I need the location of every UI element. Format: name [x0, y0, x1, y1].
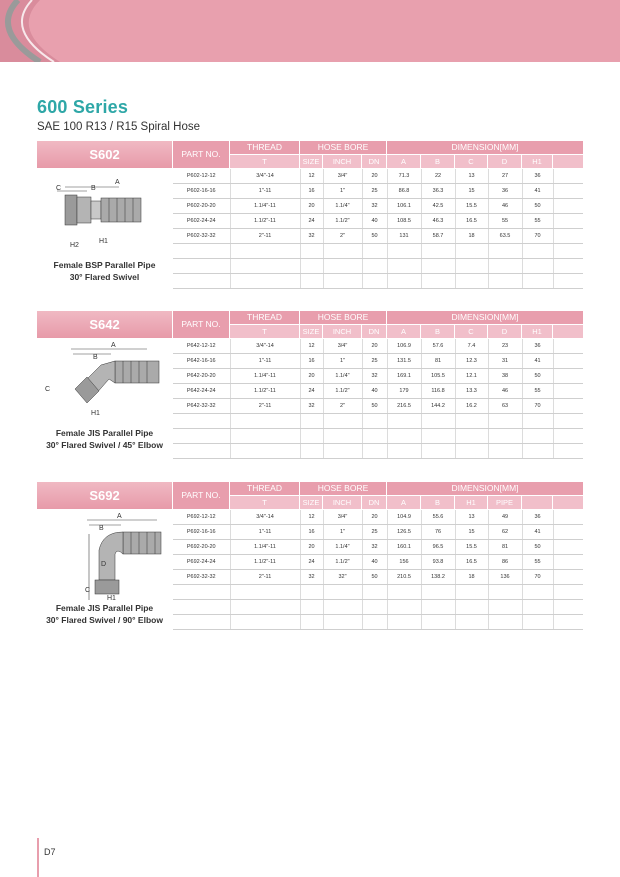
- description-line: Female JIS Parallel Pipe: [55, 603, 154, 613]
- description-line: 30° Flared Swivel: [69, 272, 140, 282]
- drawing-label: A: [117, 513, 122, 520]
- table-cell: 62: [488, 525, 522, 540]
- drawing-label: B: [93, 354, 98, 361]
- table-row: [173, 525, 583, 540]
- table-cell: 41: [522, 354, 553, 369]
- table-cell: 104.9: [387, 510, 421, 525]
- table-cell: [553, 184, 583, 199]
- table-cell: 31: [488, 354, 522, 369]
- dn-header: DN: [362, 155, 386, 168]
- table-row: [173, 199, 583, 214]
- table-cell: P602-20-20: [173, 199, 230, 214]
- drawing-label: C: [85, 587, 91, 594]
- table-cell: [553, 540, 583, 555]
- dim-col-header-empty: [522, 496, 552, 509]
- table-row-empty: [173, 600, 583, 615]
- table-cell: 16.2: [455, 399, 488, 414]
- table-cell: 24: [300, 555, 323, 570]
- table-cell: 50: [522, 369, 553, 384]
- section-s642: [37, 311, 583, 450]
- dimension-header: DIMENSION[MM]: [387, 141, 583, 154]
- page-number: D7: [44, 847, 56, 857]
- drawing-label: A: [115, 179, 120, 186]
- table-cell: 15.5: [455, 540, 488, 555]
- table-cell: [553, 354, 583, 369]
- dim-col-header-empty: [553, 325, 583, 338]
- table-cell: 12.1: [455, 369, 488, 384]
- banner-swoosh-graphic: [0, 0, 620, 62]
- table-cell: 55: [488, 214, 522, 229]
- table-row-empty: [173, 585, 583, 600]
- table-cell: 1"-11: [230, 184, 300, 199]
- table-cell: 63: [488, 399, 522, 414]
- table-cell: P602-32-32: [173, 229, 230, 244]
- table-row-empty: [173, 615, 583, 630]
- table-cell: 1.1/2"-11: [230, 555, 300, 570]
- table-cell: 1"-11: [230, 354, 300, 369]
- table-row: [173, 555, 583, 570]
- model-title: S602: [37, 141, 172, 168]
- thread-sub-header: T: [230, 325, 299, 338]
- table-row: [173, 540, 583, 555]
- table-cell: 55: [522, 555, 553, 570]
- table-cell: 131.5: [387, 354, 421, 369]
- part-no-header: PART NO.: [173, 141, 229, 168]
- table-cell: 1"-11: [230, 525, 300, 540]
- table-cell: 1.1/4"-11: [230, 540, 300, 555]
- table-cell: 3/4"-14: [230, 510, 300, 525]
- table-cell: 16.5: [455, 555, 488, 570]
- table-cell: 20: [300, 540, 323, 555]
- dim-col-header: H1: [522, 155, 552, 168]
- table-cell: 3/4": [323, 510, 362, 525]
- drawing-label: H1: [107, 595, 116, 600]
- table-cell: 76: [421, 525, 455, 540]
- table-cell: 93.8: [421, 555, 455, 570]
- table-row-empty: [173, 259, 583, 274]
- table-cell: 41: [522, 525, 553, 540]
- table-cell: 13: [455, 169, 488, 184]
- spec-table: [173, 339, 583, 459]
- table-cell: 16: [300, 354, 323, 369]
- table-cell: 20: [300, 199, 323, 214]
- table-cell: 24: [300, 214, 323, 229]
- table-cell: [553, 570, 583, 585]
- table-cell: 25: [362, 525, 387, 540]
- drawing-label: H1: [99, 238, 108, 245]
- table-cell: 23: [488, 339, 522, 354]
- table-cell: 42.5: [421, 199, 455, 214]
- table-cell: 36: [522, 339, 553, 354]
- table-cell: 1.1/2"-11: [230, 384, 300, 399]
- table-cell: 3/4": [323, 169, 362, 184]
- table-cell: 63.5: [488, 229, 522, 244]
- table-cell: 50: [362, 229, 387, 244]
- table-row-empty: [173, 244, 583, 259]
- table-cell: 20: [362, 169, 387, 184]
- hose-bore-header: HOSE BORE: [300, 311, 386, 324]
- table-cell: P692-20-20: [173, 540, 230, 555]
- table-cell: 3/4"-14: [230, 339, 300, 354]
- section-header: [37, 482, 583, 509]
- table-cell: P642-12-12: [173, 339, 230, 354]
- table-cell: 136: [488, 570, 522, 585]
- table-cell: 32: [300, 399, 323, 414]
- table-cell: 40: [362, 555, 387, 570]
- thread-header: THREAD: [230, 311, 299, 324]
- table-row-empty: [173, 274, 583, 289]
- table-cell: 50: [522, 199, 553, 214]
- table-cell: 22: [421, 169, 455, 184]
- table-cell: 20: [362, 339, 387, 354]
- table-cell: 58.7: [421, 229, 455, 244]
- dim-col-header: B: [421, 325, 454, 338]
- part-no-header: PART NO.: [173, 311, 229, 338]
- table-cell: 70: [522, 229, 553, 244]
- table-cell: P602-12-12: [173, 169, 230, 184]
- fitting-drawing-s602: [37, 169, 172, 259]
- dim-col-header: C: [455, 155, 487, 168]
- table-cell: 1.1/2"-11: [230, 214, 300, 229]
- inch-header: INCH: [323, 496, 361, 509]
- table-cell: 55: [522, 214, 553, 229]
- spec-table: [173, 510, 583, 630]
- table-cell: 1.1/4": [323, 199, 362, 214]
- table-cell: [553, 399, 583, 414]
- table-cell: 50: [362, 570, 387, 585]
- section-header: [37, 141, 583, 168]
- table-cell: 86.8: [387, 184, 421, 199]
- table-row: [173, 510, 583, 525]
- table-row-empty: [173, 429, 583, 444]
- table-cell: [553, 369, 583, 384]
- dim-col-header-empty: [553, 496, 583, 509]
- table-cell: 1": [323, 184, 362, 199]
- thread-sub-header: T: [230, 496, 299, 509]
- table-cell: P642-16-16: [173, 354, 230, 369]
- table-cell: [553, 229, 583, 244]
- table-cell: 2"-11: [230, 229, 300, 244]
- table-cell: 156: [387, 555, 421, 570]
- dimension-header: DIMENSION[MM]: [387, 482, 583, 495]
- table-cell: 36: [522, 510, 553, 525]
- dim-col-header: A: [387, 155, 420, 168]
- header-banner: [0, 0, 620, 62]
- table-cell: 46: [488, 384, 522, 399]
- table-cell: 106.1: [387, 199, 421, 214]
- dim-col-header: A: [387, 325, 420, 338]
- table-cell: 55.6: [421, 510, 455, 525]
- dim-col-header: H1: [522, 325, 552, 338]
- thread-sub-header: T: [230, 155, 299, 168]
- table-row: [173, 570, 583, 585]
- size-header: SIZE: [300, 155, 322, 168]
- drawing-label: D: [101, 561, 107, 568]
- thread-header: THREAD: [230, 482, 299, 495]
- table-cell: 12.3: [455, 354, 488, 369]
- table-cell: 71.3: [387, 169, 421, 184]
- table-cell: [553, 199, 583, 214]
- table-cell: [553, 525, 583, 540]
- table-cell: 108.5: [387, 214, 421, 229]
- table-cell: 32: [300, 570, 323, 585]
- inch-header: INCH: [323, 155, 361, 168]
- dim-col-header: D: [488, 155, 521, 168]
- table-cell: 25: [362, 184, 387, 199]
- table-cell: 18: [455, 570, 488, 585]
- table-cell: P602-16-16: [173, 184, 230, 199]
- table-cell: P602-24-24: [173, 214, 230, 229]
- table-cell: 1.1/4": [323, 540, 362, 555]
- table-cell: 1": [323, 525, 362, 540]
- table-cell: [553, 339, 583, 354]
- table-cell: 70: [522, 399, 553, 414]
- dn-header: DN: [362, 496, 386, 509]
- table-cell: [553, 510, 583, 525]
- drawing-label: H2: [70, 242, 79, 249]
- table-cell: 2": [323, 399, 362, 414]
- table-cell: 138.2: [421, 570, 455, 585]
- table-cell: 32: [300, 229, 323, 244]
- dim-col-header: D: [488, 325, 521, 338]
- table-cell: 25: [362, 354, 387, 369]
- table-cell: 96.5: [421, 540, 455, 555]
- table-cell: 32: [362, 199, 387, 214]
- footer-accent-bar: [37, 838, 39, 877]
- part-no-header: PART NO.: [173, 482, 229, 509]
- table-cell: P642-24-24: [173, 384, 230, 399]
- table-row: [173, 399, 583, 414]
- table-cell: 36: [488, 184, 522, 199]
- table-cell: 1.1/2": [323, 555, 362, 570]
- table-row: [173, 354, 583, 369]
- inch-header: INCH: [323, 325, 361, 338]
- series-subtitle: SAE 100 R13 / R15 Spiral Hose: [37, 121, 201, 133]
- dim-col-header: H1: [455, 496, 487, 509]
- hose-bore-header: HOSE BORE: [300, 141, 386, 154]
- table-row: [173, 384, 583, 399]
- table-row: [173, 184, 583, 199]
- fitting-drawing-s642: [37, 339, 172, 429]
- table-cell: 7.4: [455, 339, 488, 354]
- table-cell: 32: [362, 369, 387, 384]
- table-cell: 3/4"-14: [230, 169, 300, 184]
- dim-col-header: C: [455, 325, 487, 338]
- table-cell: 105.5: [421, 369, 455, 384]
- table-cell: 20: [300, 369, 323, 384]
- table-cell: 18: [455, 229, 488, 244]
- table-row: [173, 229, 583, 244]
- table-cell: P692-32-32: [173, 570, 230, 585]
- table-cell: 2"-11: [230, 399, 300, 414]
- table-cell: 106.9: [387, 339, 421, 354]
- dimension-header: DIMENSION[MM]: [387, 311, 583, 324]
- table-cell: 1.1/2": [323, 384, 362, 399]
- size-header: SIZE: [300, 325, 322, 338]
- table-row: [173, 169, 583, 184]
- table-cell: 12: [300, 339, 323, 354]
- table-cell: 40: [362, 384, 387, 399]
- table-cell: 32: [362, 540, 387, 555]
- table-cell: 50: [522, 540, 553, 555]
- table-cell: 49: [488, 510, 522, 525]
- drawing-label: A: [111, 342, 116, 349]
- table-cell: 210.5: [387, 570, 421, 585]
- table-cell: 1.1/4"-11: [230, 369, 300, 384]
- table-cell: 36: [522, 169, 553, 184]
- section-header: [37, 311, 583, 338]
- table-cell: P642-32-32: [173, 399, 230, 414]
- table-cell: 81: [488, 540, 522, 555]
- table-cell: 2"-11: [230, 570, 300, 585]
- table-cell: 27: [488, 169, 522, 184]
- drawing-label: C: [56, 185, 62, 192]
- section-s602: [37, 141, 583, 282]
- dn-header: DN: [362, 325, 386, 338]
- table-cell: 55: [522, 384, 553, 399]
- table-row-empty: [173, 444, 583, 459]
- table-cell: 15: [455, 184, 488, 199]
- table-row-empty: [173, 414, 583, 429]
- description-line: 30° Flared Swivel / 90° Elbow: [46, 615, 163, 625]
- drawing-label: B: [99, 525, 104, 532]
- table-cell: 116.8: [421, 384, 455, 399]
- table-cell: 32": [323, 570, 362, 585]
- table-cell: 16: [300, 184, 323, 199]
- description-line: 30° Flared Swivel / 45° Elbow: [46, 440, 163, 450]
- table-cell: 1.1/4": [323, 369, 362, 384]
- table-cell: 160.1: [387, 540, 421, 555]
- table-cell: 15.5: [455, 199, 488, 214]
- table-cell: 179: [387, 384, 421, 399]
- table-cell: 1.1/2": [323, 214, 362, 229]
- table-cell: P692-12-12: [173, 510, 230, 525]
- table-cell: [553, 169, 583, 184]
- table-cell: 1.1/4"-11: [230, 199, 300, 214]
- table-cell: 13: [455, 510, 488, 525]
- table-cell: 216.5: [387, 399, 421, 414]
- table-cell: 46.3: [421, 214, 455, 229]
- spec-table: [173, 169, 583, 289]
- fitting-description: [37, 602, 172, 626]
- description-line: Female JIS Parallel Pipe: [55, 428, 154, 438]
- drawing-label: B: [91, 185, 96, 192]
- model-title: S692: [37, 482, 172, 509]
- table-cell: 81: [421, 354, 455, 369]
- series-title: 600 Series: [37, 97, 129, 117]
- table-cell: 41: [522, 184, 553, 199]
- table-cell: [553, 214, 583, 229]
- dim-col-header-empty: [553, 155, 583, 168]
- table-cell: 38: [488, 369, 522, 384]
- table-cell: 126.5: [387, 525, 421, 540]
- description-line: Female BSP Parallel Pipe: [53, 260, 156, 270]
- table-cell: P692-16-16: [173, 525, 230, 540]
- hose-bore-header: HOSE BORE: [300, 482, 386, 495]
- table-cell: 20: [362, 510, 387, 525]
- table-cell: 1": [323, 354, 362, 369]
- table-cell: 36.3: [421, 184, 455, 199]
- table-cell: P692-24-24: [173, 555, 230, 570]
- table-cell: 57.6: [421, 339, 455, 354]
- table-cell: 40: [362, 214, 387, 229]
- fitting-description: [37, 427, 172, 451]
- thread-header: THREAD: [230, 141, 299, 154]
- section-s692: [37, 482, 583, 625]
- table-cell: 2": [323, 229, 362, 244]
- fitting-drawing-s692: [37, 510, 172, 600]
- table-cell: 15: [455, 525, 488, 540]
- table-cell: 50: [362, 399, 387, 414]
- table-cell: 131: [387, 229, 421, 244]
- table-cell: 16: [300, 525, 323, 540]
- table-cell: 24: [300, 384, 323, 399]
- table-cell: P642-20-20: [173, 369, 230, 384]
- table-cell: [553, 384, 583, 399]
- table-cell: 144.2: [421, 399, 455, 414]
- table-cell: 3/4": [323, 339, 362, 354]
- dim-col-header: A: [387, 496, 420, 509]
- table-cell: 169.1: [387, 369, 421, 384]
- table-cell: 12: [300, 510, 323, 525]
- table-cell: 46: [488, 199, 522, 214]
- size-header: SIZE: [300, 496, 322, 509]
- table-row: [173, 339, 583, 354]
- table-cell: 13.3: [455, 384, 488, 399]
- table-cell: [553, 555, 583, 570]
- dim-col-header: B: [421, 496, 454, 509]
- dim-col-header: B: [421, 155, 454, 168]
- table-cell: 86: [488, 555, 522, 570]
- table-row: [173, 369, 583, 384]
- model-title: S642: [37, 311, 172, 338]
- drawing-label: H1: [91, 410, 100, 417]
- table-cell: 12: [300, 169, 323, 184]
- table-cell: 70: [522, 570, 553, 585]
- table-row: [173, 214, 583, 229]
- table-cell: 16.5: [455, 214, 488, 229]
- drawing-label: C: [45, 386, 51, 393]
- fitting-description: [37, 259, 172, 283]
- dim-col-header: PIPE: [488, 496, 521, 509]
